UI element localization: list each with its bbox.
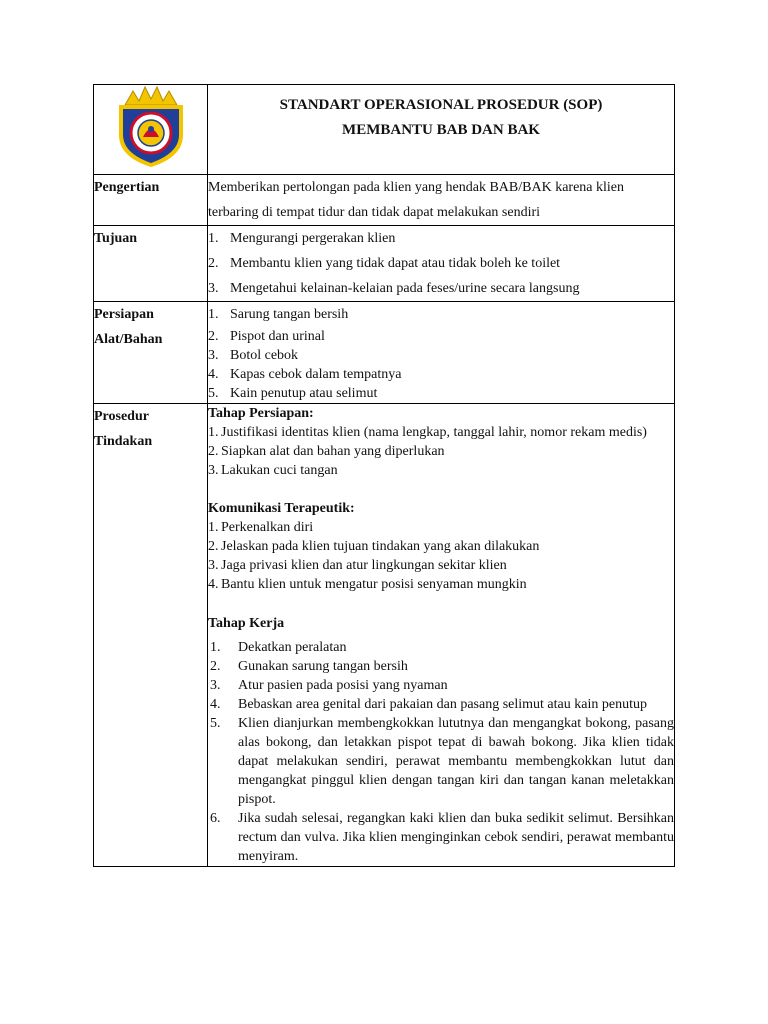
- list-item: 2. Siapkan alat dan bahan yang diperlukan: [208, 444, 445, 459]
- prosedur-label: [94, 404, 208, 867]
- persiapan-row: [94, 302, 675, 404]
- prosedur-label-line-1: Prosedur: [94, 409, 149, 424]
- list-item: 1. Justifikasi identitas klien (nama lengkap, tanggal lahir, nomor rekam medis): [208, 425, 647, 440]
- persiapan-label: [94, 302, 208, 404]
- list-item: 2. Pispot dan urinal: [208, 329, 325, 344]
- list-item: 4. Bebaskan area genital dari pakaian dan pasang selimut atau kain penutup: [210, 697, 647, 712]
- persiapan-label-line-2: Alat/Bahan: [94, 332, 163, 347]
- list-item: 2. Jelaskan pada klien tujuan tindakan yang akan dilakukan: [208, 539, 540, 554]
- title-line-1: STANDART OPERASIONAL PROSEDUR (SOP): [279, 97, 603, 113]
- list-item: 1. Mengurangi pergerakan klien: [208, 231, 396, 246]
- tahap-persiapan-list: [208, 423, 674, 480]
- list-item: 6. Jika sudah selesai, regangkan kaki klien dan buka sedikit selimut. Bersihkan rectum dan vulva. Jika klien menginginkan cebok sendiri, perawat membantu menyiram.: [210, 811, 674, 864]
- prosedur-row: [94, 404, 675, 867]
- institution-logo: [109, 85, 193, 169]
- list-item: 3. Botol cebok: [208, 348, 299, 363]
- pengertian-row: [94, 175, 675, 226]
- list-item: 4. Kapas cebok dalam tempatnya: [208, 367, 402, 382]
- list-item: 3. Lakukan cuci tangan: [208, 463, 338, 478]
- title-line-2: MEMBANTU BAB DAN BAK: [342, 122, 540, 138]
- pengertian-label: Pengertian: [94, 175, 208, 226]
- pengertian-text: Memberikan pertolongan pada klien yang hendak BAB/BAK karena klien terbaring di tempat tidur dan tidak dapat melakukan sendiri: [208, 175, 675, 226]
- list-item: 3. Jaga privasi klien dan atur lingkungan sekitar klien: [208, 558, 507, 573]
- tahap-persiapan-heading: Tahap Persiapan:: [208, 406, 314, 421]
- persiapan-cell: [208, 302, 675, 404]
- list-item: 1. Perkenalkan diri: [208, 520, 314, 535]
- tahap-kerja-list: [208, 638, 674, 866]
- logo-cell: [94, 85, 208, 175]
- persiapan-list: [208, 302, 674, 403]
- list-item: 2. Gunakan sarung tangan bersih: [210, 659, 408, 674]
- list-item: 5. Kain penutup atau selimut: [208, 386, 378, 401]
- tujuan-row: [94, 226, 675, 302]
- prosedur-label-line-2: Tindakan: [94, 434, 153, 449]
- prosedur-cell: [208, 404, 675, 867]
- persiapan-label-line-1: Persiapan: [94, 307, 154, 322]
- komunikasi-list: [208, 518, 674, 594]
- list-item: 2. Membantu klien yang tidak dapat atau tidak boleh ke toilet: [208, 256, 561, 271]
- list-item: 5. Klien dianjurkan membengkokkan lututnya dan mengangkat bokong, pasang alas bokong, dan letakkan pispot tepat di bawah bokong. Jika klien tidak dapat melakukan sendiri, perawat membantu membengkokkan lutut dan mengangkat pinggul klien dengan tangan kiri dan tangan kanan meletakkan pispot.: [210, 716, 674, 807]
- tujuan-list: [208, 226, 674, 301]
- list-item: 1. Sarung tangan bersih: [208, 307, 349, 322]
- list-item: 1. Dekatkan peralatan: [210, 640, 347, 655]
- sop-table: [93, 84, 675, 867]
- tahap-kerja-heading: Tahap Kerja: [208, 616, 285, 631]
- header-row: [94, 85, 675, 175]
- list-item: 3. Atur pasien pada posisi yang nyaman: [210, 678, 448, 693]
- tujuan-cell: [208, 226, 675, 302]
- list-item: 3. Mengetahui kelainan-kelaian pada feses/urine secara langsung: [208, 281, 580, 296]
- komunikasi-heading: Komunikasi Terapeutik:: [208, 501, 355, 516]
- title-cell: [208, 85, 675, 175]
- tujuan-label: Tujuan: [94, 226, 208, 302]
- list-item: 4. Bantu klien untuk mengatur posisi senyaman mungkin: [208, 577, 527, 592]
